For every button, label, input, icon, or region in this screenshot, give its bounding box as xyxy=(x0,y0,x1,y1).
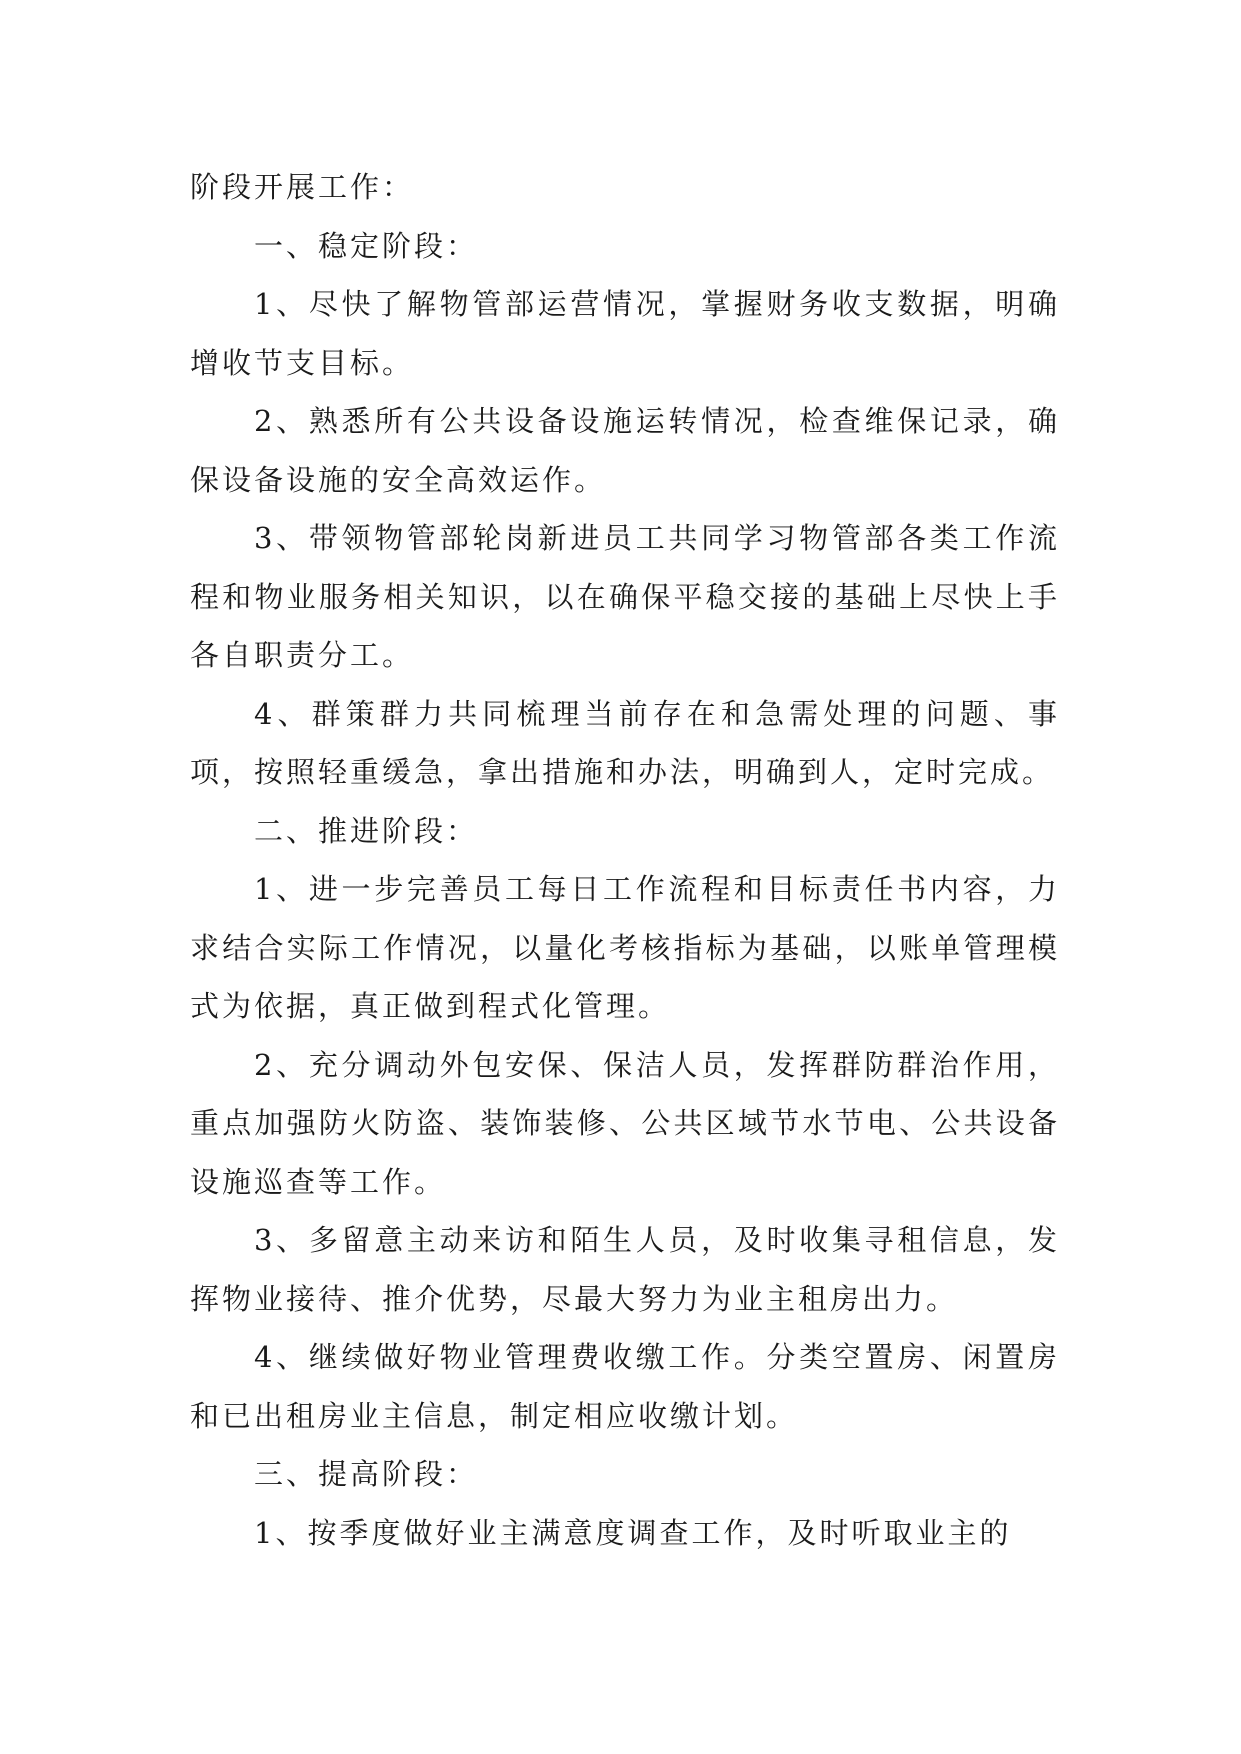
section-heading: 二、推进阶段： xyxy=(254,813,479,848)
paragraph: 2、充分调动外包安保、保洁人员，发挥群防群治作用，重点加强防火防盗、装饰装修、公共区域节水节电、公共设备设施巡查等工作。 xyxy=(190,1047,1060,1199)
paragraph: 4、继续做好物业管理费收缴工作。分类空置房、闲置房和已出租房业主信息，制定相应收缴计划。 xyxy=(190,1340,1060,1433)
document-body xyxy=(190,158,1060,1562)
paragraph: 1、进一步完善员工每日工作流程和目标责任书内容，力求结合实际工作情况，以量化考核指标为基础，以账单管理模式为依据，真正做到程式化管理。 xyxy=(190,872,1060,1023)
paragraph: 1、尽快了解物管部运营情况，掌握财务收支数据，明确增收节支目标。 xyxy=(190,287,1060,380)
section-heading: 一、稳定阶段： xyxy=(254,228,479,263)
section-heading: 三、提高阶段： xyxy=(254,1457,479,1491)
paragraph: 3、带领物管部轮岗新进员工共同学习物管部各类工作流程和物业服务相关知识，以在确保平稳交接的基础上尽快上手各自职责分工。 xyxy=(190,521,1060,672)
paragraph: 3、多留意主动来访和陌生人员，及时收集寻租信息，发挥物业接待、推介优势，尽最大努力为业主租房出力。 xyxy=(190,1223,1060,1316)
paragraph: 4、群策群力共同梳理当前存在和急需处理的问题、事项，按照轻重缓急，拿出措施和办法，明确到人，定时完成。 xyxy=(190,696,1060,789)
paragraph: 阶段开展工作： xyxy=(190,170,415,204)
paragraph: 1、按季度做好业主满意度调查工作，及时听取业主的 xyxy=(254,1515,1012,1550)
paragraph: 2、熟悉所有公共设备设施运转情况，检查维保记录，确保设备设施的安全高效运作。 xyxy=(190,404,1060,497)
